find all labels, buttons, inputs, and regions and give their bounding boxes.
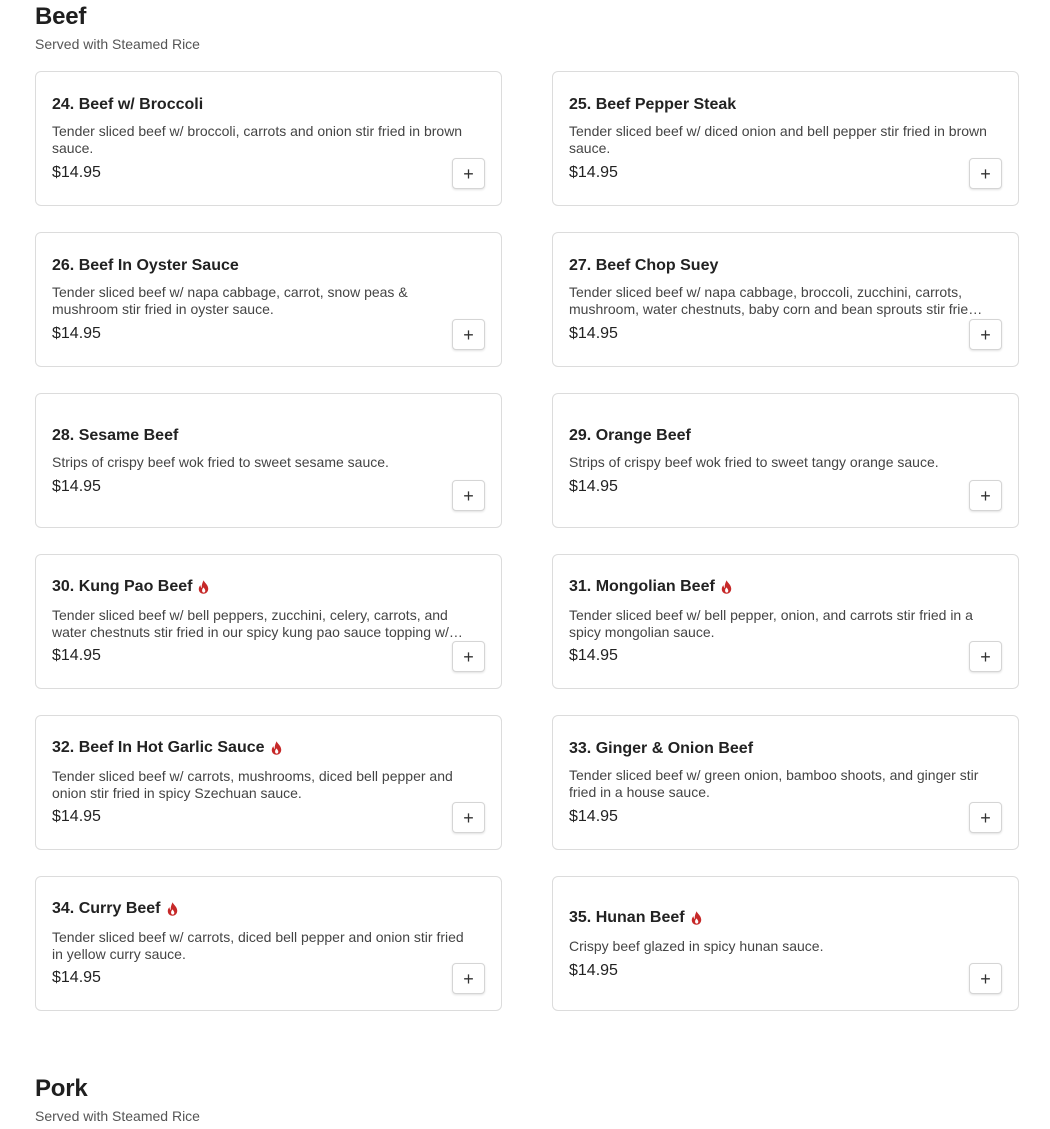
item-name: 24. Beef w/ Broccoli [52,96,204,113]
plus-icon: + [980,646,991,667]
item-title-row [52,898,485,920]
section-title-beef: Beef [35,3,87,30]
item-price: $14.95 [569,325,618,342]
add-to-cart-button[interactable] [969,319,1002,350]
menu-item-card[interactable] [552,554,1019,689]
add-to-cart-button[interactable] [969,641,1002,672]
item-price: $14.95 [52,969,101,986]
item-description: Crispy beef glazed in spicy hunan sauce. [569,938,824,954]
menu-item-card[interactable] [35,554,502,689]
item-description: Tender sliced beef w/ diced onion and bell pepper stir fried in brown sauce. [569,123,987,156]
item-description: Tender sliced beef w/ napa cabbage, carrot, snow peas & mushroom stir fried in oyster sauce. [52,284,408,317]
item-price: $14.95 [569,647,618,664]
add-to-cart-button[interactable] [969,963,1002,994]
item-title-row [569,94,1002,116]
plus-icon: + [980,807,991,828]
add-to-cart-button[interactable] [452,963,485,994]
item-name: 27. Beef Chop Suey [569,257,719,274]
item-title-row [569,255,1002,277]
menu-item-card[interactable] [35,876,502,1011]
section-title-pork: Pork [35,1075,88,1102]
item-title-row [52,94,485,116]
item-price: $14.95 [52,325,101,342]
item-description: Tender sliced beef w/ bell peppers, zucchini, celery, carrots, and water chestnuts stir fried in our spicy kung pao sauce topping w/ [52,607,449,640]
add-to-cart-button[interactable] [452,319,485,350]
menu-item-card[interactable] [552,876,1019,1011]
menu-item-card[interactable] [552,71,1019,206]
section-subtitle-beef: Served with Steamed Rice [35,36,200,52]
menu-item-card[interactable] [35,71,502,206]
item-description: Tender sliced beef w/ carrots, mushrooms, diced bell pepper and onion stir fried in spicy Szechuan sauce. [52,768,453,801]
plus-icon: + [463,968,474,989]
section-subtitle-pork: Served with Steamed Rice [35,1108,200,1124]
item-price: $14.95 [52,164,101,181]
item-name: 31. Mongolian Beef [569,578,715,595]
item-description: Strips of crispy beef wok fried to sweet sesame sauce. [52,454,389,470]
item-name: 25. Beef Pepper Steak [569,96,737,113]
add-to-cart-button[interactable] [969,480,1002,511]
menu-item-card[interactable] [35,393,502,528]
item-description: Strips of crispy beef wok fried to sweet tangy orange sauce. [569,454,939,470]
flame-icon [721,580,732,594]
plus-icon: + [463,646,474,667]
item-name: 28. Sesame Beef [52,427,179,444]
plus-icon: + [980,968,991,989]
menu-item-card[interactable] [552,232,1019,367]
item-title-row [52,576,485,598]
add-to-cart-button[interactable] [452,641,485,672]
menu-item-card[interactable] [35,715,502,850]
menu-item-card[interactable] [35,232,502,367]
flame-icon [691,911,702,925]
item-name: 35. Hunan Beef [569,909,685,926]
plus-icon: + [463,485,474,506]
flame-icon [271,741,282,755]
item-description: Tender sliced beef w/ green onion, bamboo shoots, and ginger stir fried in a house sauce. [569,767,979,800]
item-title-row [52,425,485,447]
plus-icon: + [463,324,474,345]
item-title-row [569,576,1002,598]
add-to-cart-button[interactable] [969,802,1002,833]
add-to-cart-button[interactable] [452,158,485,189]
item-name: 32. Beef In Hot Garlic Sauce [52,739,265,756]
item-name: 30. Kung Pao Beef [52,578,193,595]
item-description: Tender sliced beef w/ carrots, diced bell pepper and onion stir fried in yellow curry sauce. [52,929,464,962]
item-description: Tender sliced beef w/ napa cabbage, broccoli, zucchini, carrots, mushroom, water chestnuts, baby corn and bean sprouts stir fried [569,284,976,317]
item-price: $14.95 [569,808,618,825]
plus-icon: + [980,485,991,506]
item-title-row [52,255,485,277]
item-price: $14.95 [569,962,618,979]
menu-item-card[interactable] [552,393,1019,528]
item-name: 29. Orange Beef [569,427,691,444]
item-price: $14.95 [569,478,618,495]
plus-icon: + [463,807,474,828]
add-to-cart-button[interactable] [969,158,1002,189]
item-name: 34. Curry Beef [52,900,161,917]
item-title-row [569,738,1002,760]
add-to-cart-button[interactable] [452,802,485,833]
item-name: 26. Beef In Oyster Sauce [52,257,239,274]
item-title-row [569,425,1002,447]
item-price: $14.95 [569,164,618,181]
item-title-row [569,907,1002,929]
item-price: $14.95 [52,478,101,495]
flame-icon [167,902,178,916]
item-price: $14.95 [52,647,101,664]
plus-icon: + [980,324,991,345]
plus-icon: + [463,163,474,184]
item-description: Tender sliced beef w/ bell pepper, onion, and carrots stir fried in a spicy mongolian sauce. [569,607,973,640]
item-title-row [52,737,485,759]
flame-icon [198,580,209,594]
menu-item-card[interactable] [552,715,1019,850]
plus-icon: + [980,163,991,184]
item-name: 33. Ginger & Onion Beef [569,740,754,757]
item-price: $14.95 [52,808,101,825]
item-description: Tender sliced beef w/ broccoli, carrots and onion stir fried in brown sauce. [52,123,463,156]
add-to-cart-button[interactable] [452,480,485,511]
